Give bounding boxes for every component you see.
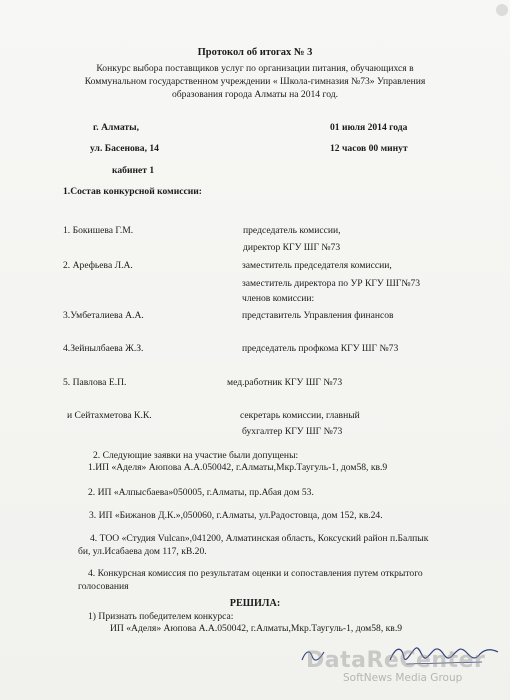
scan-artifact xyxy=(496,4,508,16)
member-role: представитель Управления финансов xyxy=(242,310,394,321)
application-entry: би, ул.Исабаева дом 117, кВ.20. xyxy=(78,546,207,557)
member-role: заместитель председателя комиссии, xyxy=(242,260,392,271)
member-role: секретарь комиссии, главный xyxy=(240,410,360,421)
member-role: мед.работник КГУ ШГ №73 xyxy=(227,377,343,388)
section-4-text: 4. Конкурсная комиссия по результатам оценки и сопоставления путем открытого xyxy=(88,568,423,579)
member-role: председатель комиссии, xyxy=(243,225,341,236)
date: 01 июля 2014 года xyxy=(330,122,408,133)
decision-winner: ИП «Аделя» Аюпова А.А.050042, г.Алматы,Мкр.Таугуль-1, дом58, кв.9 xyxy=(110,623,403,634)
section-2-heading: 2. Следующие заявки на участие были допущены: xyxy=(93,450,299,461)
application-entry: 2. ИП «Алпысбаева»050005, г.Алматы, пр.Абая дом 53. xyxy=(88,487,314,498)
time: 12 часов 00 минут xyxy=(330,143,408,154)
decision-heading: РЕШИЛА: xyxy=(229,598,281,609)
street: ул. Басенова, 14 xyxy=(90,143,159,154)
application-entry: 3. ИП «Бижанов Д.К.»,050060, г.Алматы, ул.Радостовца, дом 152, кв.24. xyxy=(89,510,383,521)
watermark-logo: DataReCenter xyxy=(306,648,486,673)
member-name: 3.Умбеталиева А.А. xyxy=(63,310,144,321)
member-name: 5. Павлова Е.П. xyxy=(63,377,127,388)
application-entry: 1.ИП «Аделя» Аюпова А.А.050042, г.Алматы,Мкр.Таугуль-1, дом58, кв.9 xyxy=(88,462,388,473)
document-title: Протокол об итогах № 3 xyxy=(197,47,313,58)
member-name: и Сейтахметова К.К. xyxy=(67,410,152,421)
member-name: 4.Зейнылбаева Ж.З. xyxy=(63,343,144,354)
member-role: заместитель директора по УР КГУ ШГ№73 xyxy=(242,278,421,289)
section-heading-commission: 1.Состав конкурсной комиссии: xyxy=(63,186,202,197)
intro-line-1: Конкурс выбора поставщиков услуг по организации питания, обучающихся в xyxy=(96,63,414,74)
application-entry: 4. ТОО «Студия Vulcan»,041200, Алматинская область, Коксуский район п.Балпык xyxy=(90,533,429,544)
member-role: директор КГУ ШГ №73 xyxy=(243,242,341,253)
watermark-caption: SoftNews Media Group xyxy=(343,672,463,684)
city: г. Алматы, xyxy=(93,122,140,133)
members-heading: членов комиссии: xyxy=(242,293,315,304)
intro-line-2: Коммунальном государственном учреждении « Школа-гимназия №73» Управления xyxy=(84,76,426,87)
room: кабинет 1 xyxy=(112,165,155,176)
member-name: 2. Арефьева Л.А. xyxy=(63,260,133,271)
decision-item: 1) Признать победителем конкурса: xyxy=(88,611,234,622)
member-role: председатель профкома КГУ ШГ №73 xyxy=(242,343,399,354)
section-4-text: голосования xyxy=(78,581,129,592)
intro-line-3: образования города Алматы на 2014 год. xyxy=(172,89,338,100)
member-name: 1. Бокишева Г.М. xyxy=(63,225,134,236)
member-role: бухгалтер КГУ ШГ №73 xyxy=(242,426,343,437)
